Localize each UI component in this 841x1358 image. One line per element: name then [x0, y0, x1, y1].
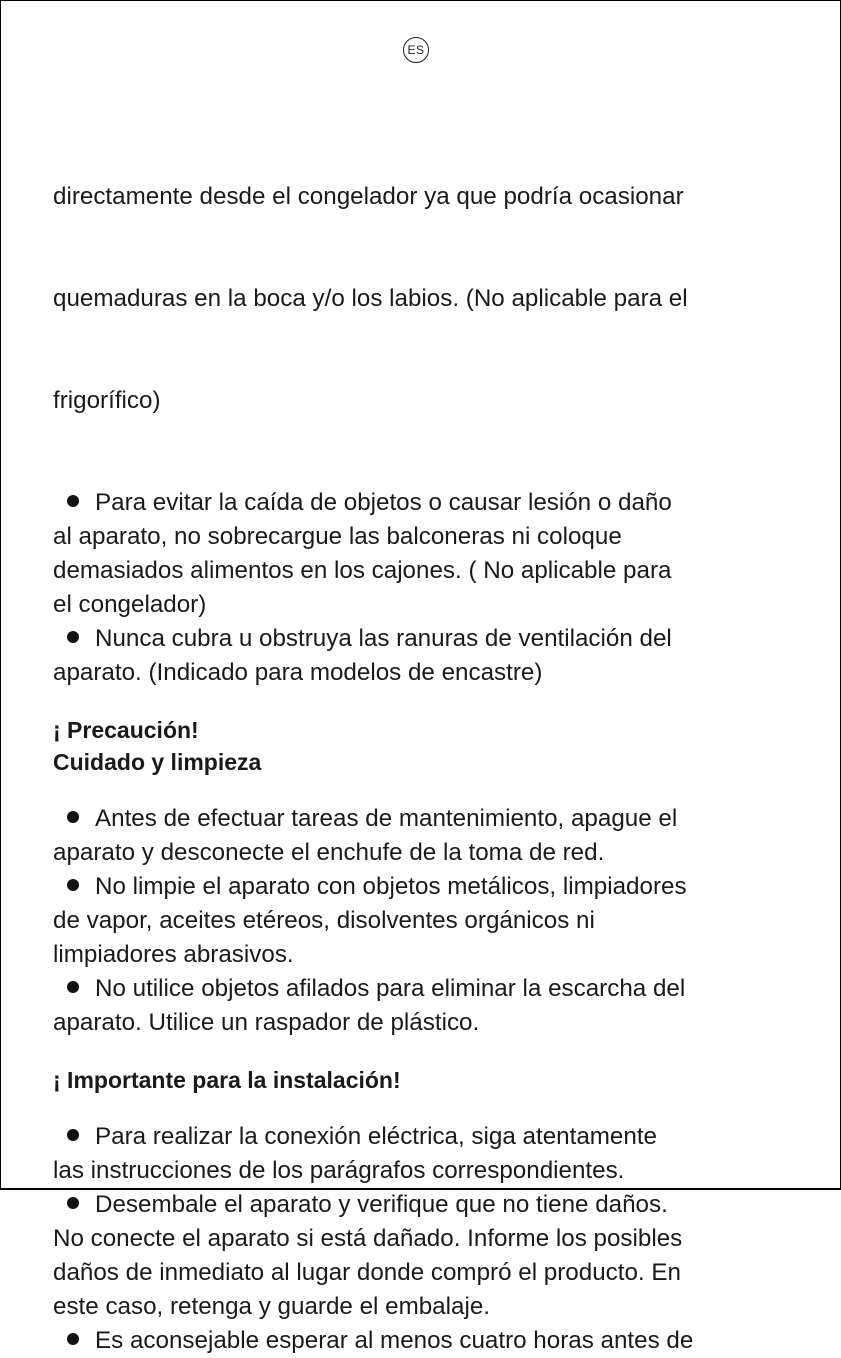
bullet-item: [53, 870, 798, 972]
bullet-item: [53, 972, 798, 1040]
text-line: aparato. Utilice un raspador de plástico.: [53, 1009, 480, 1036]
text-line: daños de inmediato al lugar donde compró el producto. En: [53, 1259, 681, 1286]
text-line: el congelador): [53, 591, 207, 618]
document-body: [53, 112, 798, 1358]
bullet-dot-icon: [67, 1333, 79, 1345]
bullet-dot-icon: [67, 981, 79, 993]
text-line: Para realizar la conexión eléctrica, siga atentamente: [95, 1123, 657, 1150]
text-line: directamente desde el congelador ya que podría ocasionar: [53, 183, 684, 210]
intro-paragraph: [53, 112, 798, 486]
text-line: Antes de efectuar tareas de mantenimiento, apague el: [95, 805, 678, 832]
text-line: las instrucciones de los parágrafos correspondientes.: [53, 1157, 625, 1184]
text-line: No conecte el aparato si está dañado. Informe los posibles: [53, 1225, 683, 1252]
text-line: frigorífico): [53, 387, 161, 414]
text-line: de vapor, aceites etéreos, disolventes orgánicos ni: [53, 907, 595, 934]
text-line: aparato. (Indicado para modelos de encastre): [53, 659, 543, 686]
bullet-dot-icon: [67, 1129, 79, 1141]
bullet-item: [53, 622, 798, 690]
bullet-item: [53, 1120, 798, 1188]
bullet-dot-icon: [67, 1197, 79, 1209]
spacer: [53, 690, 798, 714]
bullet-dot-icon: [67, 879, 79, 891]
text-line: limpiadores abrasivos.: [53, 941, 294, 968]
text-line: Nunca cubra u obstruya las ranuras de ventilación del: [95, 625, 672, 652]
spacer: [53, 778, 798, 802]
care-cleaning-heading: Cuidado y limpieza: [53, 749, 262, 775]
text-line: al aparato, no sobrecargue las balconeras ni coloque: [53, 523, 622, 550]
bullet-dot-icon: [67, 495, 79, 507]
spacer: [53, 1096, 798, 1120]
text-line: quemaduras en la boca y/o los labios. (No aplicable para el: [53, 285, 688, 312]
bullet-item: [53, 802, 798, 870]
caution-heading: ¡ Precaución!: [53, 717, 199, 743]
language-badge: [403, 37, 429, 63]
bullet-item: [53, 486, 798, 622]
text-line: No limpie el aparato con objetos metálicos, limpiadores: [95, 873, 687, 900]
bullet-item: [53, 1188, 798, 1324]
spacer: [53, 1040, 798, 1064]
text-line: Desembale el aparato y verifique que no tiene daños.: [95, 1191, 668, 1218]
installation-heading: ¡ Importante para la instalación!: [53, 1067, 401, 1093]
text-line: aparato y desconecte el enchufe de la toma de red.: [53, 839, 605, 866]
bullet-dot-icon: [67, 631, 79, 643]
bullet-dot-icon: [67, 811, 79, 823]
text-line: Para evitar la caída de objetos o causar lesión o daño: [95, 489, 672, 516]
bullet-item: [53, 1324, 798, 1358]
text-line: Es aconsejable esperar al menos cuatro horas antes de: [95, 1327, 694, 1354]
text-line: demasiados alimentos en los cajones. ( No aplicable para: [53, 557, 672, 584]
text-line: No utilice objetos afilados para eliminar la escarcha del: [95, 975, 686, 1002]
text-line: este caso, retenga y guarde el embalaje.: [53, 1293, 490, 1320]
language-badge-label: ES: [407, 43, 425, 57]
